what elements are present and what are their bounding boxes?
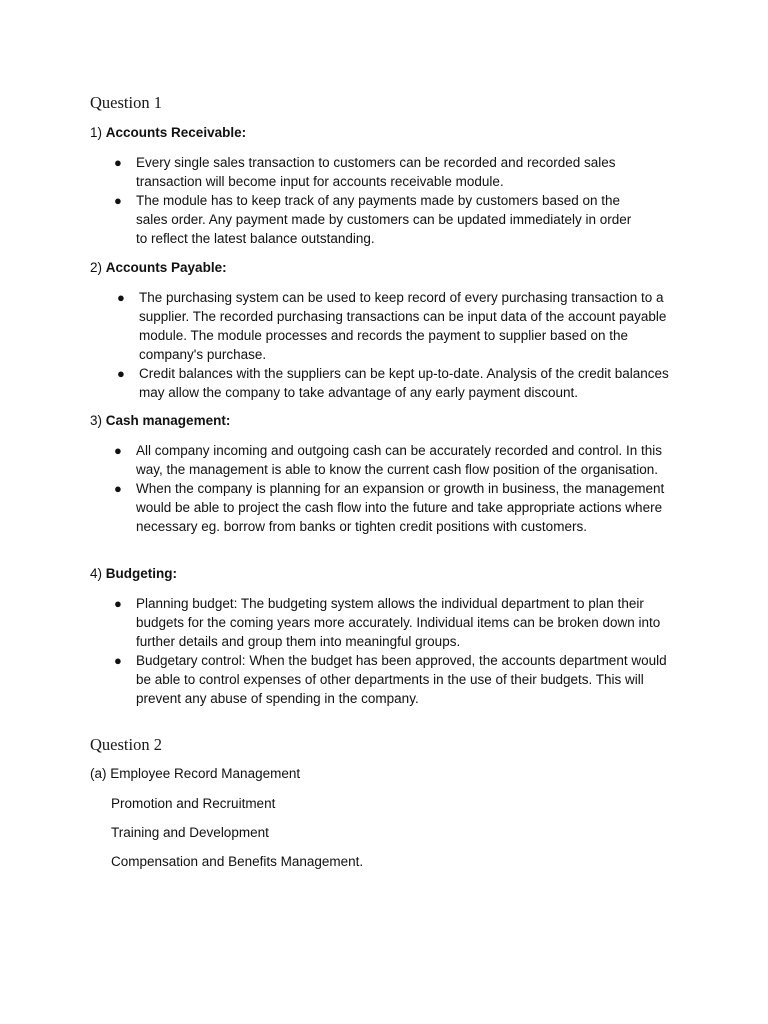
list-item: ● Planning budget: The budgeting system allows the individual department to plan their budgets for the coming years more accurately. Individual items can be broken down into further details and group them into meaningful groups. <box>114 596 661 649</box>
list-item: ● Budgetary control: When the budget has been approved, the accounts department would be able to control expenses of other departments in the use of their budgets. This will prevent any abuse of spending in the company. <box>114 653 667 706</box>
list-item: ● All company incoming and outgoing cash can be accurately recorded and control. In this way, the management is able to know the current cash flow position of the organisation. <box>114 443 663 477</box>
list-item: ● When the company is planning for an expansion or growth in business, the management would be able to project the cash flow into the future and take appropriate actions where necessary eg. borrow from banks or tighten credit positions with customers. <box>114 481 665 534</box>
section-3-title: Cash management: <box>105 413 231 428</box>
section-4-title: Budgeting: <box>105 566 178 581</box>
bullet-icon: ● <box>114 193 122 208</box>
bullet-icon: ● <box>117 366 125 381</box>
list-item: Compensation and Benefits Management. <box>111 854 364 869</box>
bullet-icon: ● <box>114 596 122 611</box>
list-item: ● Every single sales transaction to customers can be recorded and recorded sales transaction will become input for accounts receivable module. <box>114 155 616 189</box>
list-item: ● The purchasing system can be used to keep record of every purchasing transaction to a supplier. The recorded purchasing transactions can be input data of the account payable module. The module processes and records the payment to supplier based on the company's purchase. <box>117 290 667 362</box>
section-4-heading <box>90 566 177 581</box>
section-3-number: 3) <box>90 413 103 428</box>
list-item: ● Credit balances with the suppliers can be kept up-to-date. Analysis of the credit balances may allow the company to take advantage of any early payment discount. <box>117 366 669 400</box>
section-1-heading <box>90 125 246 140</box>
part-a-line: (a) Employee Record Management <box>90 766 301 781</box>
bullet-icon: ● <box>114 653 122 668</box>
section-2-number: 2) <box>90 260 103 275</box>
bullet-icon: ● <box>117 290 125 305</box>
section-3-bullets <box>114 441 681 536</box>
section-2-title: Accounts Payable: <box>105 260 227 275</box>
section-2-bullets <box>117 288 679 402</box>
section-4-bullets <box>114 594 681 708</box>
section-1-number: 1) <box>90 125 103 140</box>
bullet-icon: ● <box>114 155 122 170</box>
section-2-heading <box>90 260 227 275</box>
question-2-title: Question 2 <box>90 735 162 754</box>
bullet-icon: ● <box>114 481 122 496</box>
list-item: Promotion and Recruitment <box>111 796 276 811</box>
question-1-title: Question 1 <box>90 93 162 112</box>
section-3-heading <box>90 413 230 428</box>
list-item: ● The module has to keep track of any payments made by customers based on the sales order. Any payment made by customers can be updated immediately in order to reflect the latest balance outstanding. <box>114 193 632 246</box>
bullet-icon: ● <box>114 443 122 458</box>
list-item: Training and Development <box>111 825 269 840</box>
section-4-number: 4) <box>90 566 103 581</box>
section-1-title: Accounts Receivable: <box>105 125 247 140</box>
section-1-bullets <box>114 153 646 248</box>
